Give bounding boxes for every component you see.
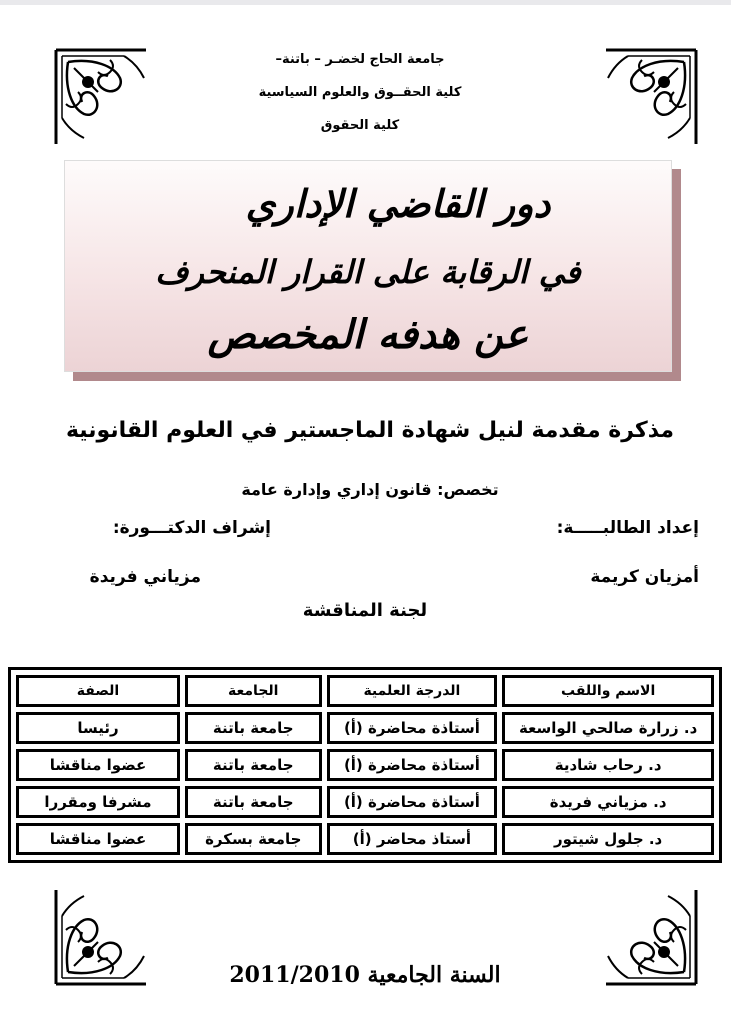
ornament-corner-icon <box>602 48 698 148</box>
table-row <box>16 749 714 781</box>
member-university: جامعة بسكرة <box>185 823 322 855</box>
member-role: عضوا مناقشا <box>16 749 180 781</box>
member-degree: أستاذة محاضرة (أ) <box>327 712 498 744</box>
column-header-degree: الدرجة العلمية <box>327 675 498 707</box>
column-header-role: الصفة <box>16 675 180 707</box>
member-name: د. رحاب شادية <box>502 749 714 781</box>
title-box <box>64 160 672 372</box>
table-row <box>16 823 714 855</box>
member-degree: أستاذة محاضرة (أ) <box>327 786 498 818</box>
title-line-2: في الرقابة على القرار المنحرف <box>155 253 581 291</box>
member-name: د. زرارة صالحي الواسعة <box>502 712 714 744</box>
member-degree: أستاذة محاضرة (أ) <box>327 749 498 781</box>
university-name: جامعة الحاج لخضـر – باتنة– <box>275 52 445 67</box>
faculty-name: كلية الحقــوق والعلوم السياسية <box>258 85 462 100</box>
member-role: رئيسا <box>16 712 180 744</box>
student-label: إعداد الطالبـــــة: <box>556 518 699 538</box>
table-row <box>16 712 714 744</box>
student-name: أمزيان كريمة <box>590 567 699 587</box>
committee-title: لجنة المناقشة <box>302 600 428 621</box>
member-university: جامعة باتنة <box>185 712 322 744</box>
column-header-university: الجامعة <box>185 675 322 707</box>
member-degree: أستاذ محاضر (أ) <box>327 823 498 855</box>
ornament-corner-icon <box>602 886 698 986</box>
table-row <box>16 786 714 818</box>
member-name: د. مزياني فريدة <box>502 786 714 818</box>
top-strip <box>0 0 731 5</box>
member-role: مشرفا ومقررا <box>16 786 180 818</box>
member-name: د. جلول شيتور <box>502 823 714 855</box>
title-line-1: دور القاضي الإداري <box>245 181 551 226</box>
column-header-name: الاسم واللقب <box>502 675 714 707</box>
committee-table <box>8 667 722 863</box>
table-header-row <box>16 675 714 707</box>
member-university: جامعة باتنة <box>185 786 322 818</box>
memo-statement: مذكرة مقدمة لنيل شهادة الماجستير في العلوم القانونية <box>65 418 675 443</box>
member-university: جامعة باتنة <box>185 749 322 781</box>
supervisor-label: إشراف الدكتـــورة: <box>112 518 271 538</box>
title-line-3: عن هدفه المخصص <box>207 311 529 358</box>
department-name: كلية الحقوق <box>320 118 400 133</box>
ornament-corner-icon <box>54 48 150 148</box>
ornament-corner-icon <box>54 886 150 986</box>
supervisor-name: مزياني فريدة <box>89 567 201 587</box>
specialty: تخصص: قانون إداري وإدارة عامة <box>241 480 499 499</box>
academic-year: السنة الجامعية 2011/2010 <box>229 962 501 988</box>
member-role: عضوا مناقشا <box>16 823 180 855</box>
